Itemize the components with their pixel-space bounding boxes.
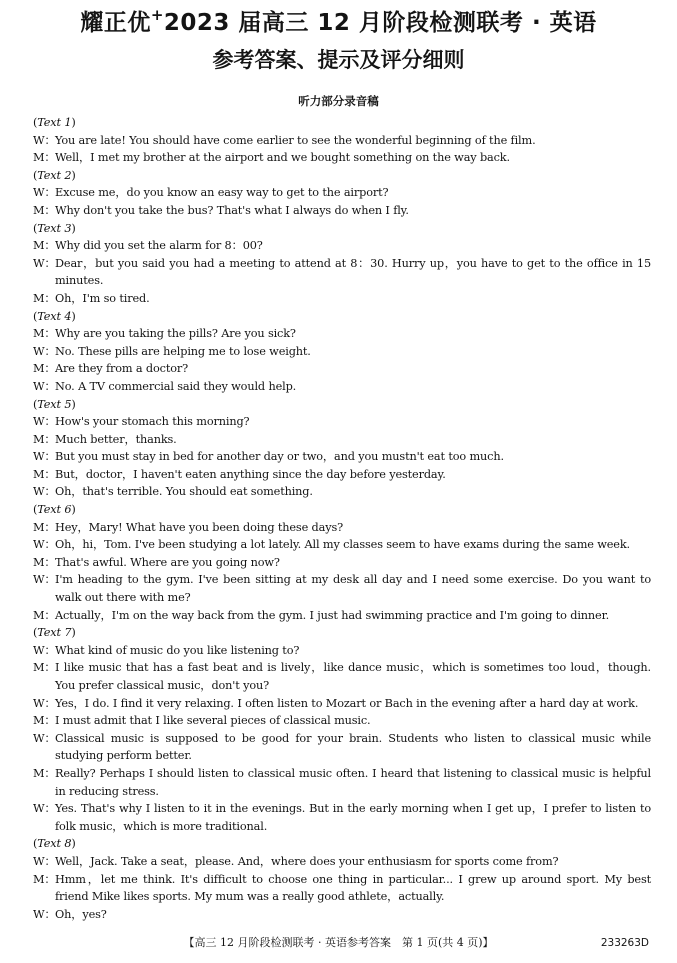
dialogue-text: What kind of music do you like listening to? [55, 643, 300, 657]
dialogue-text: Hmm，let me think. It's difficult to choose one thing in particular... I grew up around sport. My best friend Mike likes sports. My mum was a really good athlete，actually. [55, 872, 651, 904]
listening-transcript [33, 114, 651, 923]
dialogue-text: Actually，I'm on the way back from the gym. I just had swimming practice and I'm going to dinner. [55, 608, 610, 622]
dialogue-text: I like music that has a fast beat and is lively，like dance music，which is sometimes too loud，though. You prefer classical music，don't you? [55, 661, 651, 692]
text-label-name: Text 8 [37, 837, 72, 851]
document-subtitle: 参考答案、提示及评分细则 [212, 48, 465, 72]
text-label-name: Text 5 [37, 397, 72, 411]
speaker-tag: W： [33, 538, 56, 552]
title-superscript: + [150, 6, 164, 24]
dialogue-line [33, 149, 651, 167]
text-label-name: Text 4 [37, 309, 72, 323]
dialogue-line [33, 712, 651, 730]
dialogue-text: Hey，Mary! What have you been doing these days? [55, 520, 343, 534]
title-exam-name: 2023 届高三 12 月阶段检测联考 · 英语 [163, 10, 597, 36]
text-label: (Text 2) [33, 168, 76, 182]
dialogue-line [33, 571, 651, 606]
speaker-tag: W： [33, 485, 56, 499]
speaker-tag: M： [33, 467, 56, 481]
dialogue-text: I'm heading to the gym. I've been sitting at my desk all day and I need some exercise. Do you want to walk out there with me? [55, 573, 651, 605]
dialogue-line [33, 290, 651, 308]
dialogue-line [33, 554, 651, 572]
title-brand: 耀正优 [80, 10, 151, 36]
speaker-tag: M： [33, 291, 56, 305]
speaker-tag: M： [33, 520, 56, 534]
dialogue-line [33, 448, 651, 466]
dialogue-line [33, 466, 651, 484]
speaker-tag: W： [33, 133, 56, 147]
dialogue-line [33, 483, 651, 501]
speaker-tag: M： [33, 362, 56, 376]
dialogue-text: Why did you set the alarm for 8：00? [55, 239, 263, 253]
dialogue-text: Are they from a doctor? [55, 362, 189, 376]
text-label: (Text 5) [33, 397, 76, 411]
dialogue-text: No. A TV commercial said they would help. [55, 379, 297, 393]
text-label-name: Text 1 [37, 116, 72, 129]
dialogue-text: Oh，yes? [55, 907, 107, 921]
dialogue-text: Much better，thanks. [55, 432, 177, 446]
speaker-tag: M： [33, 872, 56, 886]
speaker-tag: W： [33, 802, 56, 816]
dialogue-text: Classical music is supposed to be good for your brain. Students who listen to classical music while studying perform better. [55, 731, 651, 763]
speaker-tag: W： [33, 854, 56, 868]
speaker-tag: M： [33, 151, 56, 165]
speaker-tag: M： [33, 608, 56, 622]
dialogue-text: No. These pills are helping me to lose weight. [55, 344, 311, 358]
dialogue-line [33, 132, 651, 150]
speaker-tag: W： [33, 256, 56, 270]
footer-page-info: 【高三 12 月阶段检测联考 · 英语参考答案 第 1 页(共 4 页)】 [183, 936, 494, 949]
speaker-tag: M： [33, 661, 56, 675]
speaker-tag: W： [33, 907, 56, 921]
text-label: (Text 6) [33, 503, 76, 517]
speaker-tag: W： [33, 379, 56, 393]
dialogue-line [33, 237, 651, 255]
dialogue-text: How's your stomach this morning? [55, 415, 250, 429]
dialogue-line [33, 255, 651, 290]
dialogue-text: I must admit that I like several pieces of classical music. [55, 714, 371, 728]
dialogue-line [33, 413, 651, 431]
dialogue-text: Why don't you take the bus? That's what I always do when I fly. [55, 203, 409, 217]
section-heading: 听力部分录音稿 [298, 94, 379, 108]
speaker-tag: W： [33, 696, 56, 710]
text-label: (Text 8) [33, 837, 76, 851]
speaker-tag: W： [33, 450, 56, 464]
dialogue-text: Yes. That's why I listen to it in the evenings. But in the early morning when I get up，I prefer to listen to folk music，which is more traditional. [55, 802, 651, 833]
text-label-name: Text 7 [37, 626, 72, 640]
document-title [0, 8, 677, 38]
dialogue-line [33, 378, 651, 396]
dialogue-line [33, 871, 651, 906]
dialogue-text: Oh，hi，Tom. I've been studying a lot lately. All my classes seem to have exams during the same week. [55, 538, 630, 552]
dialogue-text: Oh，I'm so tired. [55, 291, 150, 305]
text-label: (Text 1) [33, 116, 76, 129]
text-label: (Text 4) [33, 309, 76, 323]
dialogue-text: Well，I met my brother at the airport and we bought something on the way back. [55, 151, 510, 165]
dialogue-text: But，doctor，I haven't eaten anything since the day before yesterday. [55, 467, 446, 481]
dialogue-text: Yes，I do. I find it very relaxing. I often listen to Mozart or Bach in the evening after a hard day at work. [55, 696, 639, 710]
dialogue-text: Excuse me，do you know an easy way to get to the airport? [55, 186, 389, 200]
dialogue-line [33, 730, 651, 765]
speaker-tag: M： [33, 239, 56, 253]
dialogue-text: Well，Jack. Take a seat，please. And，where does your enthusiasm for sports come from? [55, 854, 559, 868]
speaker-tag: M： [33, 714, 56, 728]
dialogue-text: Dear，but you said you had a meeting to attend at 8：30. Hurry up，you have to get to the office in 15 minutes. [55, 256, 651, 288]
footer-doc-code: 233263D [600, 937, 649, 949]
speaker-tag: M： [33, 327, 56, 341]
text-label-name: Text 3 [37, 221, 72, 235]
speaker-tag: M： [33, 766, 56, 780]
dialogue-line [33, 343, 651, 361]
dialogue-line [33, 800, 651, 835]
speaker-tag: M： [33, 555, 56, 569]
dialogue-line [33, 360, 651, 378]
dialogue-line [33, 607, 651, 625]
dialogue-line [33, 325, 651, 343]
text-label: (Text 3) [33, 221, 76, 235]
speaker-tag: W： [33, 186, 56, 200]
speaker-tag: M： [33, 432, 56, 446]
dialogue-line [33, 765, 651, 800]
dialogue-text: Really? Perhaps I should listen to classical music often. I heard that listening to classical music is helpful in reducing stress. [55, 766, 651, 798]
text-label-name: Text 6 [37, 503, 72, 517]
dialogue-line [33, 184, 651, 202]
dialogue-line [33, 536, 651, 554]
page-footer [0, 934, 677, 952]
dialogue-text: But you must stay in bed for another day or two，and you mustn't eat too much. [55, 450, 504, 464]
dialogue-line [33, 659, 651, 694]
dialogue-line [33, 906, 651, 924]
speaker-tag: W： [33, 344, 56, 358]
dialogue-text: Why are you taking the pills? Are you sick? [55, 327, 296, 341]
text-label-name: Text 2 [37, 168, 72, 182]
speaker-tag: W： [33, 643, 56, 657]
dialogue-text: That's awful. Where are you going now? [55, 555, 280, 569]
dialogue-line [33, 853, 651, 871]
dialogue-line [33, 519, 651, 537]
dialogue-text: You are late! You should have come earlier to see the wonderful beginning of the film. [55, 133, 536, 147]
dialogue-line [33, 431, 651, 449]
speaker-tag: W： [33, 731, 56, 745]
speaker-tag: W： [33, 415, 56, 429]
speaker-tag: M： [33, 203, 56, 217]
dialogue-text: Oh，that's terrible. You should eat something. [55, 485, 313, 499]
dialogue-line [33, 642, 651, 660]
dialogue-line [33, 695, 651, 713]
text-label: (Text 7) [33, 626, 76, 640]
speaker-tag: W： [33, 573, 56, 587]
dialogue-line [33, 202, 651, 220]
